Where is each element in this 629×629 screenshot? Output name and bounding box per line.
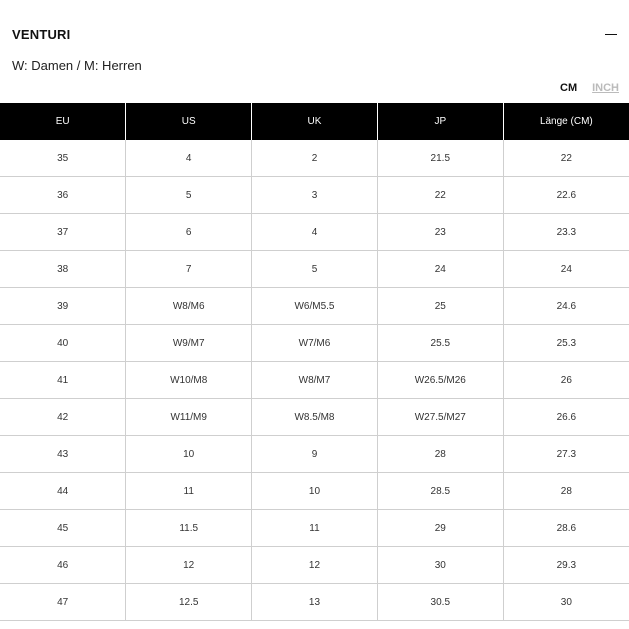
cell-uk: 11 — [252, 510, 378, 547]
cell-eu: 35 — [0, 140, 126, 177]
column-header-us: US — [126, 103, 252, 140]
column-header-length: Länge (CM) — [503, 103, 629, 140]
cell-eu: 41 — [0, 362, 126, 399]
cell-us: W9/M7 — [126, 325, 252, 362]
cell-uk: 9 — [252, 436, 378, 473]
table-row — [0, 251, 629, 288]
unit-cm-button[interactable]: CM — [560, 82, 578, 94]
cell-eu: 40 — [0, 325, 126, 362]
column-header-eu: EU — [0, 103, 126, 140]
cell-eu: 38 — [0, 251, 126, 288]
cell-uk: W8/M7 — [252, 362, 378, 399]
table-row — [0, 288, 629, 325]
table-row — [0, 510, 629, 547]
cell-eu: 47 — [0, 584, 126, 621]
table-row — [0, 325, 629, 362]
cell-jp: 22 — [377, 177, 503, 214]
table-row — [0, 140, 629, 177]
table-header-row — [0, 103, 629, 140]
cell-length: 29.3 — [503, 547, 629, 584]
cell-uk: 13 — [252, 584, 378, 621]
cell-jp: 28 — [377, 436, 503, 473]
product-title: VENTURI — [12, 27, 71, 42]
cell-eu: 39 — [0, 288, 126, 325]
table-row — [0, 473, 629, 510]
cell-eu: 42 — [0, 399, 126, 436]
cell-us: W8/M6 — [126, 288, 252, 325]
cell-us: 4 — [126, 140, 252, 177]
column-header-jp: JP — [377, 103, 503, 140]
cell-eu: 43 — [0, 436, 126, 473]
cell-eu: 45 — [0, 510, 126, 547]
table-row — [0, 547, 629, 584]
cell-us: 11.5 — [126, 510, 252, 547]
cell-uk: W8.5/M8 — [252, 399, 378, 436]
cell-jp: 30.5 — [377, 584, 503, 621]
cell-uk: 4 — [252, 214, 378, 251]
cell-jp: 21.5 — [377, 140, 503, 177]
table-body — [0, 140, 629, 621]
cell-uk: 12 — [252, 547, 378, 584]
cell-eu: 46 — [0, 547, 126, 584]
table-row — [0, 362, 629, 399]
cell-length: 22.6 — [503, 177, 629, 214]
cell-length: 24.6 — [503, 288, 629, 325]
cell-jp: 24 — [377, 251, 503, 288]
cell-jp: 28.5 — [377, 473, 503, 510]
cell-length: 23.3 — [503, 214, 629, 251]
cell-uk: 5 — [252, 251, 378, 288]
table-row — [0, 584, 629, 621]
cell-us: 12 — [126, 547, 252, 584]
table-row — [0, 399, 629, 436]
table-row — [0, 436, 629, 473]
cell-length: 26.6 — [503, 399, 629, 436]
cell-uk: W6/M5.5 — [252, 288, 378, 325]
gender-legend: W: Damen / M: Herren — [12, 58, 142, 73]
cell-us: 11 — [126, 473, 252, 510]
unit-inch-button[interactable]: INCH — [592, 82, 619, 94]
cell-jp: 25 — [377, 288, 503, 325]
size-table — [0, 103, 629, 621]
cell-length: 26 — [503, 362, 629, 399]
cell-length: 25.3 — [503, 325, 629, 362]
cell-us: 12.5 — [126, 584, 252, 621]
cell-jp: W26.5/M26 — [377, 362, 503, 399]
cell-us: W10/M8 — [126, 362, 252, 399]
cell-eu: 36 — [0, 177, 126, 214]
cell-length: 27.3 — [503, 436, 629, 473]
unit-toggle — [560, 82, 619, 94]
cell-uk: 3 — [252, 177, 378, 214]
cell-length: 28.6 — [503, 510, 629, 547]
cell-uk: W7/M6 — [252, 325, 378, 362]
cell-jp: 25.5 — [377, 325, 503, 362]
cell-length: 28 — [503, 473, 629, 510]
table-row — [0, 177, 629, 214]
cell-us: W11/M9 — [126, 399, 252, 436]
cell-us: 6 — [126, 214, 252, 251]
cell-eu: 44 — [0, 473, 126, 510]
cell-length: 22 — [503, 140, 629, 177]
table-row — [0, 214, 629, 251]
cell-us: 10 — [126, 436, 252, 473]
cell-uk: 10 — [252, 473, 378, 510]
cell-us: 5 — [126, 177, 252, 214]
cell-eu: 37 — [0, 214, 126, 251]
collapse-icon[interactable] — [603, 26, 619, 42]
cell-length: 30 — [503, 584, 629, 621]
cell-jp: W27.5/M27 — [377, 399, 503, 436]
cell-jp: 29 — [377, 510, 503, 547]
cell-us: 7 — [126, 251, 252, 288]
cell-jp: 23 — [377, 214, 503, 251]
cell-length: 24 — [503, 251, 629, 288]
cell-uk: 2 — [252, 140, 378, 177]
cell-jp: 30 — [377, 547, 503, 584]
column-header-uk: UK — [252, 103, 378, 140]
